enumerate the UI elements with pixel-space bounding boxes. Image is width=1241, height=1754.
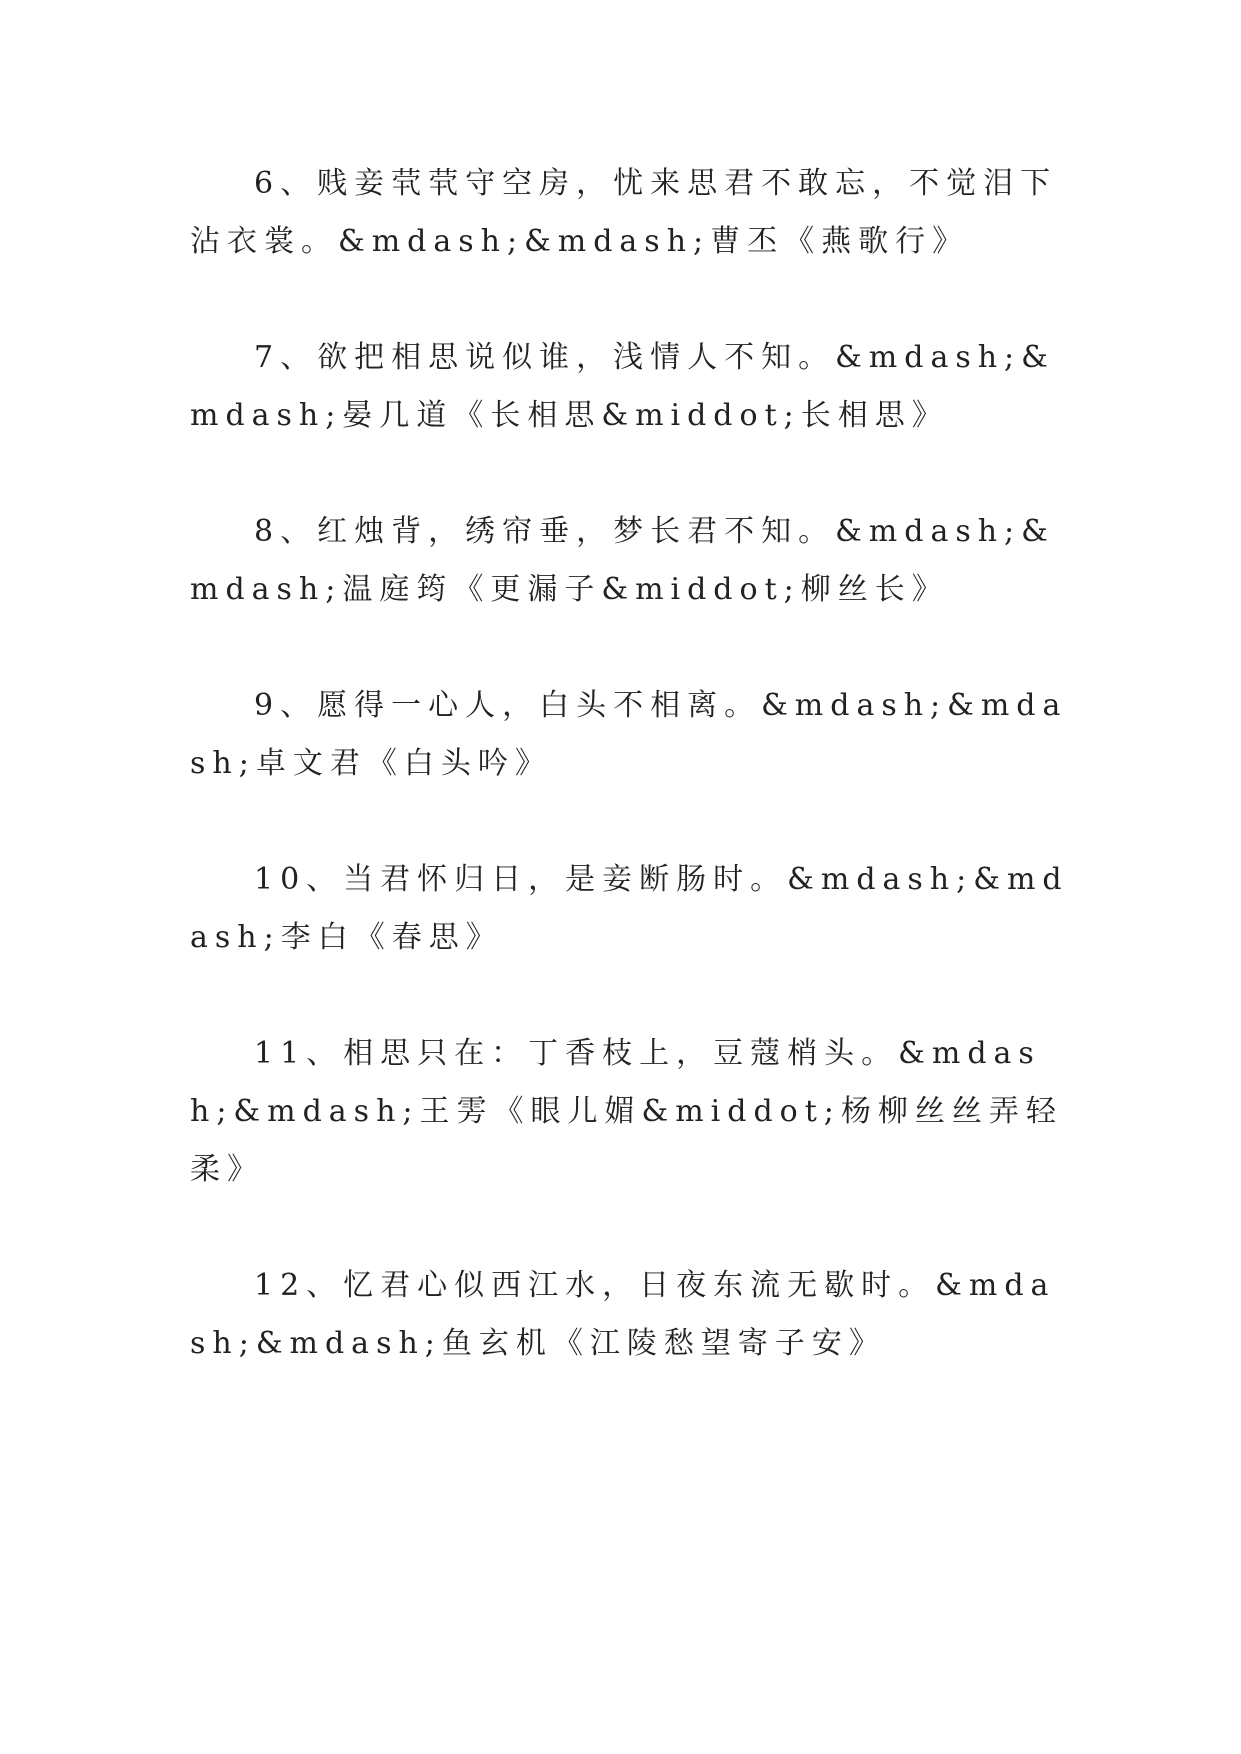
poem-entry-8: 8、红烛背，绣帘垂，梦长君不知。&mdash;&mdash;温庭筠《更漏子&middot;柳丝长》 bbox=[190, 514, 1055, 607]
poem-entry-12: 12、忆君心似西江水，日夜东流无歇时。&mdash;&mdash;鱼玄机《江陵愁望寄子安》 bbox=[190, 1268, 1056, 1361]
poem-entry-11: 11、相思只在：丁香枝上，豆蔻梢头。&mdash;&mdash;王雱《眼儿媚&middot;杨柳丝丝弄轻柔》 bbox=[190, 1036, 1063, 1187]
poem-entry-9: 9、愿得一心人，白头不相离。&mdash;&mdash;卓文君《白头吟》 bbox=[190, 688, 1068, 781]
poem-entry-7: 7、欲把相思说似谁，浅情人不知。&mdash;&mdash;晏几道《长相思&middot;长相思》 bbox=[190, 340, 1055, 433]
poem-entry-10: 10、当君怀归日，是妾断肠时。&mdash;&mdash;李白《春思》 bbox=[190, 862, 1069, 955]
document-page bbox=[190, 155, 1070, 1431]
poem-entry-6: 6、贱妾茕茕守空房，忧来思君不敢忘，不觉泪下沾衣裳。&mdash;&mdash;曹丕《燕歌行》 bbox=[190, 166, 1058, 259]
